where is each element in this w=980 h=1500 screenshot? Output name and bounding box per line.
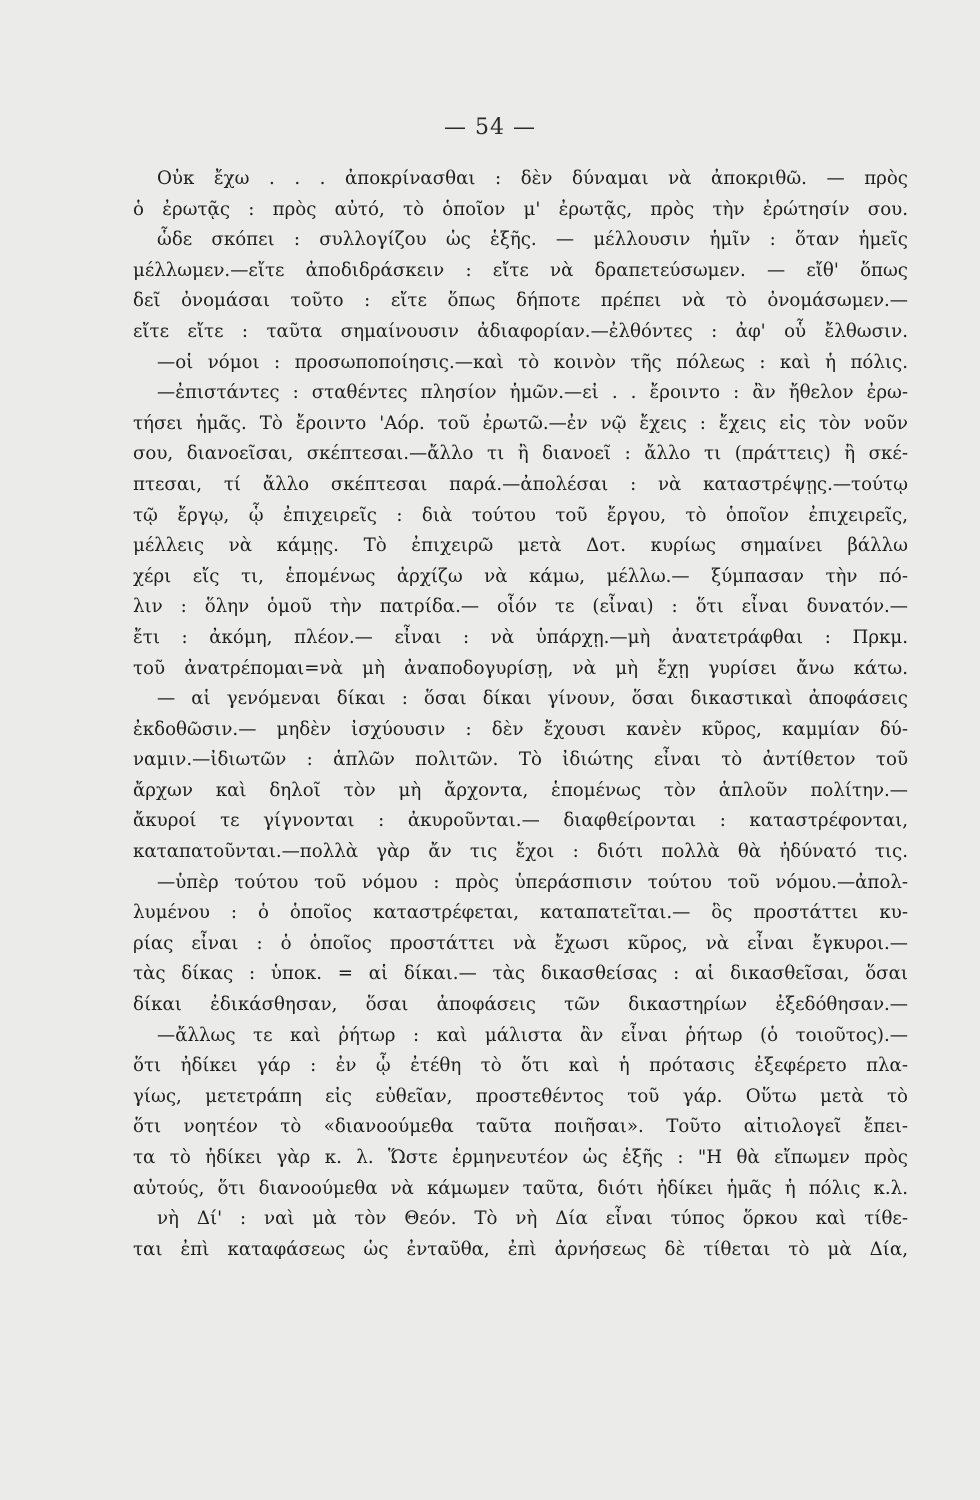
text-line: ἐκδοθῶσιν.— μηδὲν ἰσχύουσιν : δὲν ἔχουσι κανὲν κῦρος, καμμίαν δύ- [133,718,908,740]
text-line: ἔτι : ἀκόμη, πλέον.— εἶναι : νὰ ὑπάρχῃ.—μὴ ἀνατετράφθαι : Πρκμ. [133,626,908,648]
text-line: τα τὸ ἠδίκει γὰρ κ. λ. Ὥστε ἑρμηνευτέον ὡς ἑξῆς : "Η θὰ εἴπωμεν πρὸς [133,1147,908,1168]
text-line: τοῦ ἀνατρέπομαι=νὰ μὴ ἀναποδογυρίσῃ, νὰ μὴ ἔχῃ γυρίσει ἄνω κάτω. [133,657,908,679]
text-line: ται ἐπὶ καταφάσεως ὡς ἐνταῦθα, ἐπὶ ἀρνήσεως δὲ τίθεται τὸ μὰ Δία, [133,1238,908,1260]
text-line: λιν : ὅλην ὁμοῦ τὴν πατρίδα.— οἷόν τε (εἶναι) : ὅτι εἶναι δυνατόν.— [133,596,908,618]
text-line: ρίας εἶναι : ὁ ὁποῖος προστάττει νὰ ἔχωσι κῦρος, νὰ εἶναι ἔγκυροι.— [133,932,908,954]
text-line: —οἱ νόμοι : προσωποποίησις.—καὶ τὸ κοινὸν τῆς πόλεως : καὶ ἡ πόλις. [157,351,908,373]
text-line: σου, διανοεῖσαι, σκέπτεσαι.—ἄλλο τι ἢ διανοεῖ : ἄλλο τι (πράττεις) ἢ σκέ- [133,443,908,465]
text-line: λυμένου : ὁ ὁποῖος καταστρέφεται, καταπατεῖται.— ὃς προστάττει κυ- [133,902,908,924]
text-line: ὅτι νοητέον τὸ «διανοούμεθα ταῦτα ποιῆσαι». Τοῦτο αἰτιολογεῖ ἔπει- [133,1116,908,1138]
text-line: τὰς δίκας : ὑποκ. = αἱ δίκαι.— τὰς δικασθείσας : αἱ δικασθεῖσαι, ὅσαι [133,963,908,985]
text-line: ἄκυροί τε γίγνονται : ἀκυροῦνται.— διαφθείρονται : καταστρέφονται, [133,810,908,832]
text-line: χέρι εἴς τι, ἑπομένως ἀρχίζω νὰ κάμω, μέλλω.— ξύμπασαν τὴν πό- [133,565,908,587]
text-line: ὅτι ἠδίκει γάρ : ἐν ᾧ ἐτέθη τὸ ὅτι καὶ ἡ πρότασις ἐξεφέρετο πλα- [133,1055,908,1077]
commentary-text [133,164,908,1265]
text-line: τήσει ἡμᾶς. Τὸ ἔροιντο 'Αόρ. τοῦ ἐρωτῶ.—ἐν νῷ ἔχεις : ἔχεις εἰς τὸν νοῦν [133,412,908,434]
text-line: νὴ Δί' : ναὶ μὰ τὸν Θεόν. Τὸ νὴ Δία εἶναι τύπος ὅρκου καὶ τίθε- [157,1208,908,1230]
text-line: πτεσαι, τί ἄλλο σκέπτεσαι παρά.—ἀπολέσαι : νὰ καταστρέψῃς.—τούτῳ [133,473,908,495]
text-line: καταπατοῦνται.—πολλὰ γὰρ ἄν τις ἔχοι : διότι πολλὰ θὰ ἠδύνατό τις. [133,841,908,863]
text-line: —ἐπιστάντες : σταθέντες πλησίον ἡμῶν.—εἰ . . ἔροιντο : ἂν ἤθελον ἐρω- [157,382,908,404]
text-line: ὧδε σκόπει : συλλογίζου ὡς ἑξῆς. — μέλλουσιν ἡμῖν : ὅταν ἡμεῖς [157,229,908,251]
text-line: —ἄλλως τε καὶ ῥήτωρ : καὶ μάλιστα ἂν εἶναι ῥήτωρ (ὁ τοιοῦτος).— [157,1024,908,1046]
text-line: τῷ ἔργῳ, ᾧ ἐπιχειρεῖς : διὰ τούτου τοῦ ἔργου, τὸ ὁποῖον ἐπιχειρεῖς, [133,504,908,526]
text-line: μέλλεις νὰ κάμῃς. Τὸ ἐπιχειρῶ μετὰ Δοτ. κυρίως σημαίνει βάλλω [133,535,908,557]
text-line: δίκαι ἐδικάσθησαν, ὅσαι ἀποφάσεις τῶν δικαστηρίων ἐξεδόθησαν.— [133,994,908,1016]
text-line: —ὑπὲρ τούτου τοῦ νόμου : πρὸς ὑπεράσπισιν τούτου τοῦ νόμου.—ἀπολ- [157,871,908,893]
text-line: εἴτε εἴτε : ταῦτα σημαίνουσιν ἀδιαφορίαν.—ἐλθόντες : ἀφ' οὗ ἔλθωσιν. [133,320,908,342]
text-line: — αἱ γενόμεναι δίκαι : ὅσαι δίκαι γίνουν, ὅσαι δικαστικαὶ ἀποφάσεις [157,688,908,710]
text-line: γίως, μετετράπη εἰς εὐθεῖαν, προστεθέντος τοῦ γάρ. Οὕτω μετὰ τὸ [133,1085,908,1107]
text-line: δεῖ ὀνομάσαι τοῦτο : εἴτε ὅπως δήποτε πρέπει νὰ τὸ ὀνομάσωμεν.— [133,290,908,312]
text-line: ἄρχων καὶ δηλοῖ τὸν μὴ ἄρχοντα, ἑπομένως τὸν ἁπλοῦν πολίτην.— [133,779,908,801]
text-line: ναμιν.—ἰδιωτῶν : ἁπλῶν πολιτῶν. Τὸ ἰδιώτης εἶναι τὸ ἀντίθετον τοῦ [133,749,908,771]
text-line: ὁ ἐρωτᾷς : πρὸς αὐτό, τὸ ὁποῖον μ' ἐρωτᾷς, πρὸς τὴν ἐρώτησίν σου. [133,198,908,220]
text-line: Οὐκ ἔχω . . . ἀποκρίνασθαι : δὲν δύναμαι νὰ ἀποκριθῶ. — πρὸς [157,168,908,189]
text-line: αὐτούς, ὅτι διανοούμεθα νὰ κάμωμεν ταῦτα, διότι ἠδίκει ἡμᾶς ἡ πόλις κ.λ. [133,1177,908,1199]
text-line: μέλλωμεν.—εἴτε ἀποδιδράσκειν : εἴτε νὰ δραπετεύσωμεν. — εἴθ' ὅπως [133,259,908,281]
page-number: — 54 — [444,115,536,140]
